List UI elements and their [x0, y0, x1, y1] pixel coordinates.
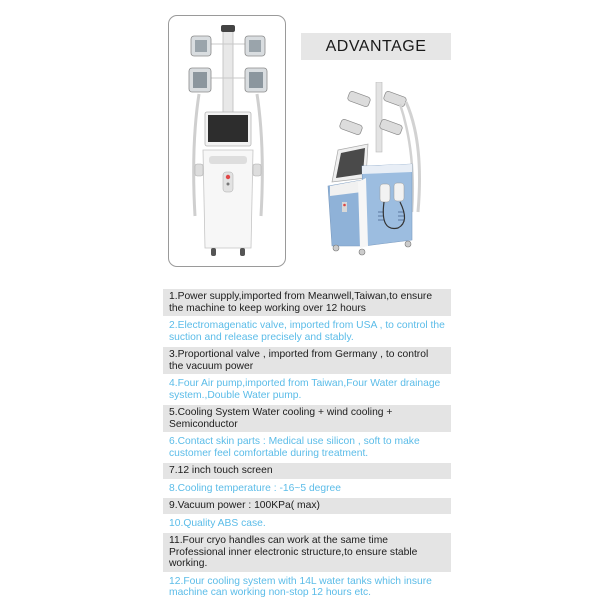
machine-side-view-image	[318, 82, 438, 262]
advantage-item-6: 6.Contact skin parts : Medical use silicon , soft to make customer feel comfortable during treatment.	[163, 434, 451, 461]
advantage-title-box	[301, 33, 451, 60]
cryo-handle-top-left	[191, 36, 211, 56]
advantage-item-12: 12.Four cooling system with 14L water tanks which insure machine can working non-stop 12 hours etc.	[163, 574, 451, 600]
advantage-item-8: 8.Cooling temperature : -16~5 degree	[163, 481, 451, 497]
advantage-item-7: 7.12 inch touch screen	[163, 463, 451, 479]
advantage-item-2: 2.Electromagenatic valve, imported from USA , to control the suction and release precisely and stably.	[163, 318, 451, 345]
advantage-item-1: 1.Power supply,imported from Meanwell,Taiwan,to ensure the machine to keep working over 12 hours	[163, 289, 451, 316]
advantage-title: ADVANTAGE	[325, 37, 427, 55]
cryo-handle-mid-left	[189, 68, 211, 92]
advantage-item-10: 10.Quality ABS case.	[163, 516, 451, 532]
advantage-item-3: 3.Proportional valve , imported from Germany , to control the vacuum power	[163, 347, 451, 374]
advantage-item-9: 9.Vacuum power : 100KPa( max)	[163, 498, 451, 514]
advantage-item-11: 11.Four cryo handles can work at the same time Professional inner electronic structure,to ensure stable working.	[163, 533, 451, 572]
cryo-handle-mid-right	[245, 68, 267, 92]
advantage-item-4: 4.Four Air pump,imported from Taiwan,Four Water drainage system.,Double Water pump.	[163, 376, 451, 403]
advantages-list	[163, 289, 451, 600]
cryo-handle-top-right	[245, 36, 265, 56]
product-image-frame	[168, 15, 286, 267]
advantage-item-5: 5.Cooling System Water cooling + wind cooling + Semiconductor	[163, 405, 451, 432]
machine-front-view-image	[169, 16, 287, 268]
